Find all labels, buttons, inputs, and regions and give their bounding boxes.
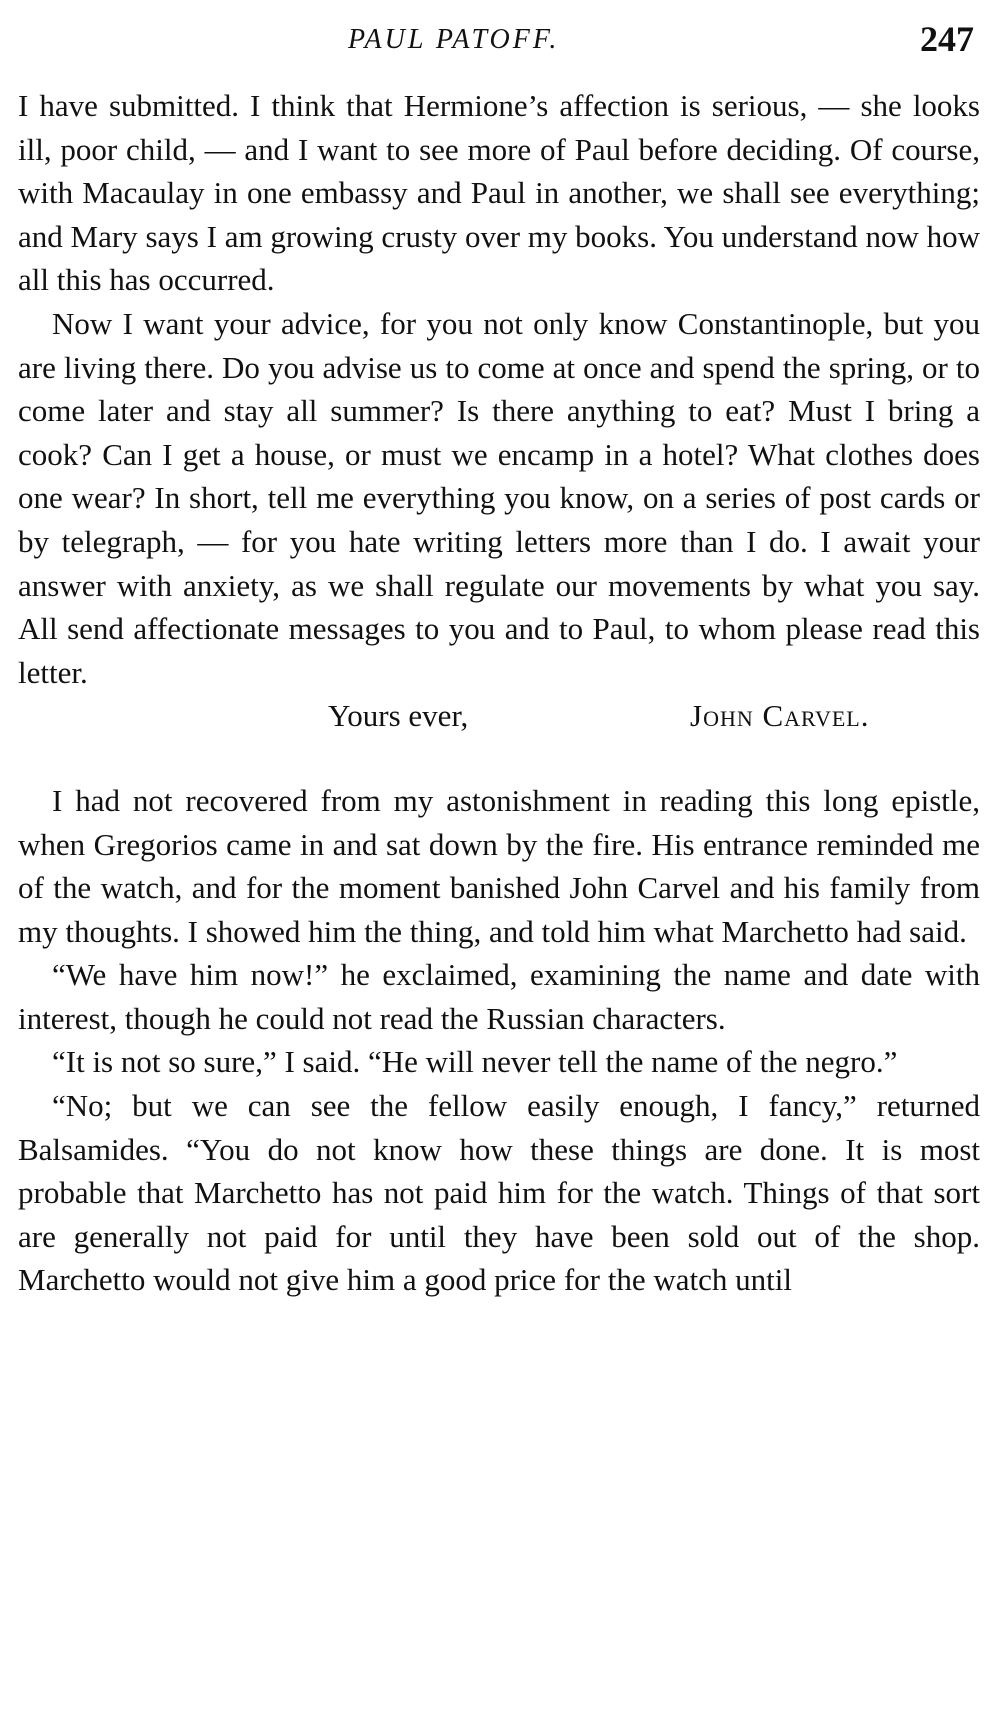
book-page xyxy=(18,0,980,1713)
letter-signature: John Carvel. xyxy=(690,698,870,734)
letter-closing: Yours ever, xyxy=(328,698,469,734)
running-head xyxy=(18,18,980,68)
narrative-paragraph: I had not recovered from my astonishment in reading this long epistle, when Gregorios came in and sat down by the fire. His entrance reminded me of the watch, and for the moment banished John Carvel and his family from my thoughts. I showed him the thing, and told him what Marchetto had said. xyxy=(18,782,980,949)
narrative-paragraph: “We have him now!” he exclaimed, examining the name and date with interest, though he could not read the Russian characters. xyxy=(18,957,980,1036)
section-gap xyxy=(18,738,980,779)
body-text xyxy=(18,84,980,1302)
narrative-paragraph: “It is not so sure,” I said. “He will never tell the name of the negro.” xyxy=(52,1044,898,1080)
letter-signoff xyxy=(18,694,980,738)
letter-paragraph: Now I want your advice, for you not only know Constantinople, but you are living there. Do you advise us to come at once and spend the spring, or to come later and stay all summer? Is there anything to eat? Must I bring a cook? Can I get a house, or must we encamp in a hotel? What clothes does one wear? In short, tell me everything you know, on a series of post cards or by telegraph, — for you hate writing letters more than I do. I await your answer with anxiety, as we shall regulate our movements by what you say. All send affectionate messages to you and to Paul, to whom please read this letter. xyxy=(18,305,980,690)
letter-paragraph: I have submitted. I think that Hermione’s affection is serious, — she looks ill, poor child, — and I want to see more of Paul before deciding. Of course, with Macaulay in one embassy and Paul in another, we shall see everything; and Mary says I am growing crusty over my books. You understand now how all this has occurred. xyxy=(18,88,980,298)
running-title: PAUL PATOFF. xyxy=(348,24,560,55)
page-number: 247 xyxy=(920,19,974,59)
narrative-paragraph: “No; but we can see the fellow easily enough, I fancy,” returned Balsamides. “You do not know how these things are done. It is most probable that Marchetto has not paid him for the watch. Things of that sort are generally not paid for until they have been sold out of the shop. Marchetto would not give him a good price for the watch until xyxy=(18,1088,980,1298)
